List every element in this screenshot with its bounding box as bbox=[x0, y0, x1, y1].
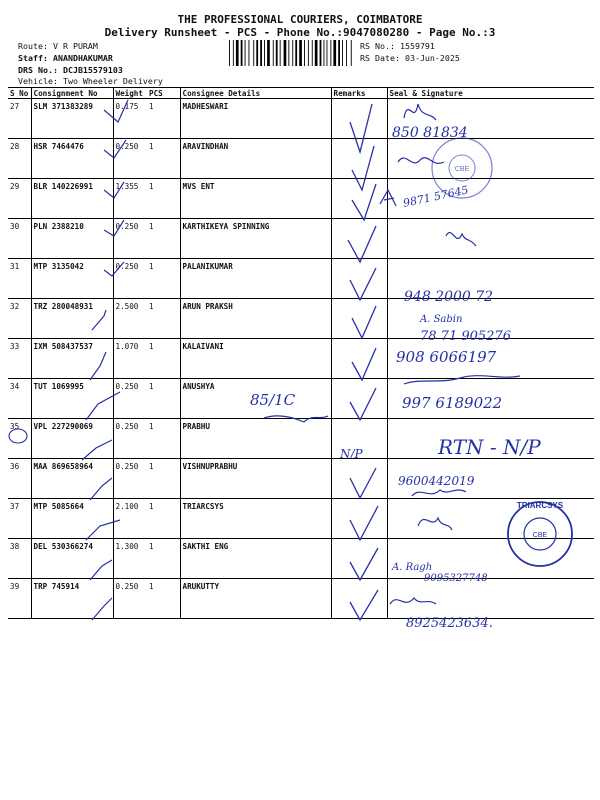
row-pcs: 1 bbox=[147, 419, 180, 459]
drs-number: DRS No.: DCJB15579103 bbox=[18, 65, 123, 75]
handwritten-phone-29: 9871 57645 bbox=[401, 183, 470, 210]
row-remarks bbox=[331, 259, 387, 299]
row-sno: 35 bbox=[8, 419, 31, 459]
row-remarks bbox=[331, 579, 387, 619]
handwritten-note-34: 85/1C bbox=[250, 391, 296, 409]
barcode-bar bbox=[330, 40, 331, 66]
vehicle-label: Vehicle: Two Wheeler Delivery bbox=[18, 76, 163, 86]
stamp-center-text: CBE bbox=[532, 532, 548, 539]
row-remarks bbox=[331, 219, 387, 259]
table-row bbox=[8, 459, 594, 499]
barcode-bar bbox=[327, 40, 328, 66]
row-pcs: 1 bbox=[147, 259, 180, 299]
barcode-bar bbox=[236, 40, 239, 66]
route-label: Route: V R PURAM bbox=[18, 41, 98, 51]
row-sno: 36 bbox=[8, 459, 31, 499]
row-pcs: 1 bbox=[147, 219, 180, 259]
table-row bbox=[8, 139, 594, 179]
row-consignment-no: HSR 7464476 bbox=[31, 139, 113, 179]
row-pcs: 1 bbox=[147, 579, 180, 619]
barcode-bar bbox=[338, 40, 340, 66]
row-weight: 2.500 bbox=[113, 299, 147, 339]
row-pcs: 1 bbox=[147, 99, 180, 139]
row-signature bbox=[387, 579, 594, 619]
stamp-text: TRIARCSYS bbox=[516, 501, 564, 510]
row-consignment-no: SLM 371383289 bbox=[31, 99, 113, 139]
barcode-bar bbox=[260, 40, 262, 66]
row-signature bbox=[387, 139, 594, 179]
row-consignee: TRIARCSYS bbox=[180, 499, 331, 539]
table-row bbox=[8, 99, 594, 139]
handwritten-phone-27: 850 81834 bbox=[392, 125, 468, 141]
runsheet-subtitle: Delivery Runsheet - PCS - Phone No.:9047080280 - Page No.:3 bbox=[104, 26, 496, 39]
barcode-bar bbox=[333, 40, 336, 66]
barcode-bar bbox=[253, 40, 254, 66]
barcode-bar bbox=[324, 40, 325, 66]
barcode-bar bbox=[320, 40, 322, 66]
row-pcs: 1 bbox=[147, 139, 180, 179]
barcode-bar bbox=[288, 40, 289, 66]
row-consignment-no: MTP 3135042 bbox=[31, 259, 113, 299]
row-sno: 29 bbox=[8, 179, 31, 219]
row-weight: 2.100 bbox=[113, 499, 147, 539]
row-consignee: PRABHU bbox=[180, 419, 331, 459]
handwritten-phone-32: 78 71 905276 bbox=[420, 329, 511, 344]
row-consignment-no: VPL 227290069 bbox=[31, 419, 113, 459]
barcode-bar bbox=[342, 40, 343, 66]
row-sno: 30 bbox=[8, 219, 31, 259]
row-pcs: 1 bbox=[147, 499, 180, 539]
handwritten-phone-39: 8925423634. bbox=[406, 616, 493, 631]
handwritten-phone-34: 997 6189022 bbox=[402, 394, 503, 412]
row-remarks bbox=[331, 99, 387, 139]
row-remarks bbox=[331, 459, 387, 499]
row-signature bbox=[387, 339, 594, 379]
row-consignee: KALAIVANI bbox=[180, 339, 331, 379]
row-consignee: SAKTHI ENG bbox=[180, 539, 331, 579]
handwritten-name-32: A. Sabin bbox=[420, 314, 463, 325]
row-signature bbox=[387, 459, 594, 499]
col-pcs-header: PCS bbox=[147, 88, 180, 99]
table-row bbox=[8, 419, 594, 459]
row-consignee: ARUKUTTY bbox=[180, 579, 331, 619]
table-row bbox=[8, 339, 594, 379]
row-consignee: ARUN PRAKSH bbox=[180, 299, 331, 339]
handwritten-phone-33: 908 6066197 bbox=[396, 348, 497, 366]
row-pcs: 1 bbox=[147, 539, 180, 579]
table-header-row bbox=[8, 88, 594, 99]
row-consignment-no: MTP 5085664 bbox=[31, 499, 113, 539]
row-weight: 0.250 bbox=[113, 139, 147, 179]
col-remarks-header: Remarks bbox=[331, 88, 387, 99]
stamp-text: CBE bbox=[454, 166, 470, 173]
row-consignment-no: TUT 1069995 bbox=[31, 379, 113, 419]
staff-label: Staff: ANANDHAKUMAR bbox=[18, 53, 113, 63]
row-signature bbox=[387, 419, 594, 459]
row-remarks bbox=[331, 419, 387, 459]
barcode-bar bbox=[267, 40, 270, 66]
row-weight: 0.250 bbox=[113, 379, 147, 419]
barcode-bar bbox=[233, 40, 234, 66]
row-sno: 39 bbox=[8, 579, 31, 619]
row-remarks bbox=[331, 539, 387, 579]
handwritten-rtn-35: RTN - N/P bbox=[438, 435, 541, 459]
row-remarks bbox=[331, 139, 387, 179]
handwritten-remark-35: N/P bbox=[340, 447, 363, 461]
row-signature bbox=[387, 499, 594, 539]
row-consignee: MVS ENT bbox=[180, 179, 331, 219]
handwritten-phone-36: 9600442019 bbox=[398, 474, 475, 488]
rs-number: RS No.: 1559791 bbox=[360, 41, 435, 51]
row-consignment-no: BLR 140226991 bbox=[31, 179, 113, 219]
row-consignee: PALANIKUMAR bbox=[180, 259, 331, 299]
row-sno: 27 bbox=[8, 99, 31, 139]
row-sno: 32 bbox=[8, 299, 31, 339]
row-pcs: 1 bbox=[147, 459, 180, 499]
row-signature bbox=[387, 539, 594, 579]
company-title: THE PROFESSIONAL COURIERS, COIMBATORE bbox=[177, 13, 423, 26]
col-weight-header: Weight bbox=[113, 88, 147, 99]
row-remarks bbox=[331, 499, 387, 539]
row-pcs: 1 bbox=[147, 379, 180, 419]
table-row bbox=[8, 379, 594, 419]
barcode-bar bbox=[292, 40, 293, 66]
row-sno: 33 bbox=[8, 339, 31, 379]
col-consignee-header: Consignee Details bbox=[180, 88, 331, 99]
row-signature bbox=[387, 219, 594, 259]
runsheet-table bbox=[8, 87, 594, 619]
row-consignment-no: IXM 508437537 bbox=[31, 339, 113, 379]
table-row bbox=[8, 179, 594, 219]
row-weight: 1.355 bbox=[113, 179, 147, 219]
table-row bbox=[8, 499, 594, 539]
row-weight: 0.250 bbox=[113, 259, 147, 299]
row-consignee: ARAVINDHAN bbox=[180, 139, 331, 179]
barcode-bar bbox=[241, 40, 243, 66]
row-signature bbox=[387, 179, 594, 219]
row-pcs: 1 bbox=[147, 179, 180, 219]
barcode-bar bbox=[304, 40, 305, 66]
row-remarks bbox=[331, 299, 387, 339]
table-row bbox=[8, 299, 594, 339]
row-sno: 38 bbox=[8, 539, 31, 579]
row-weight: 0.175 bbox=[113, 99, 147, 139]
row-weight: 0.250 bbox=[113, 579, 147, 619]
row-sno: 31 bbox=[8, 259, 31, 299]
barcode-bar bbox=[284, 40, 287, 66]
barcode-bar bbox=[264, 40, 265, 66]
row-consignment-no: MAA 869658964 bbox=[31, 459, 113, 499]
barcode-bar bbox=[276, 40, 278, 66]
table-row bbox=[8, 219, 594, 259]
row-weight: 0.250 bbox=[113, 219, 147, 259]
row-signature bbox=[387, 259, 594, 299]
row-consignee: KARTHIKEYA SPINNING bbox=[180, 219, 331, 259]
row-sno: 37 bbox=[8, 499, 31, 539]
row-pcs: 1 bbox=[147, 299, 180, 339]
row-consignment-no: TRP 745914 bbox=[31, 579, 113, 619]
barcode-bar bbox=[308, 40, 309, 66]
barcode-bar bbox=[346, 40, 347, 66]
row-remarks bbox=[331, 179, 387, 219]
table-row bbox=[8, 579, 594, 619]
barcode bbox=[229, 40, 355, 66]
barcode-bar bbox=[312, 40, 313, 66]
row-consignment-no: TRZ 280048931 bbox=[31, 299, 113, 339]
col-signature-header: Seal & Signature bbox=[387, 88, 594, 99]
table-row bbox=[8, 259, 594, 299]
row-sno: 28 bbox=[8, 139, 31, 179]
handwritten-phone-38: 9095327748 bbox=[424, 573, 488, 584]
row-consignee: VISHNUPRABHU bbox=[180, 459, 331, 499]
barcode-bar bbox=[295, 40, 297, 66]
col-consignment-header: Consignment No bbox=[31, 88, 113, 99]
row-sno: 34 bbox=[8, 379, 31, 419]
barcode-bar bbox=[229, 40, 230, 66]
rs-date: RS Date: 03-Jun-2025 bbox=[360, 53, 460, 63]
barcode-bar bbox=[315, 40, 318, 66]
row-consignment-no: PLN 2388210 bbox=[31, 219, 113, 259]
row-remarks bbox=[331, 379, 387, 419]
row-signature bbox=[387, 99, 594, 139]
row-weight: 1.300 bbox=[113, 539, 147, 579]
row-signature bbox=[387, 299, 594, 339]
row-remarks bbox=[331, 339, 387, 379]
row-weight: 1.070 bbox=[113, 339, 147, 379]
barcode-bar bbox=[280, 40, 281, 66]
barcode-bar bbox=[273, 40, 274, 66]
barcode-bar bbox=[245, 40, 246, 66]
table-row bbox=[8, 539, 594, 579]
barcode-bar bbox=[299, 40, 302, 66]
barcode-bar bbox=[256, 40, 258, 66]
row-consignee: MADHESWARI bbox=[180, 99, 331, 139]
handwritten-name-38: A. Ragh bbox=[392, 562, 433, 573]
col-sno-header: S No bbox=[8, 88, 31, 99]
row-signature bbox=[387, 379, 594, 419]
row-weight: 0.250 bbox=[113, 459, 147, 499]
row-weight: 0.250 bbox=[113, 419, 147, 459]
row-consignment-no: DEL 530366274 bbox=[31, 539, 113, 579]
barcode-bar bbox=[249, 40, 250, 66]
row-pcs: 1 bbox=[147, 339, 180, 379]
barcode-bar bbox=[351, 40, 352, 66]
handwritten-phone-31: 948 2000 72 bbox=[404, 289, 494, 305]
row-consignee: ANUSHYA bbox=[180, 379, 331, 419]
